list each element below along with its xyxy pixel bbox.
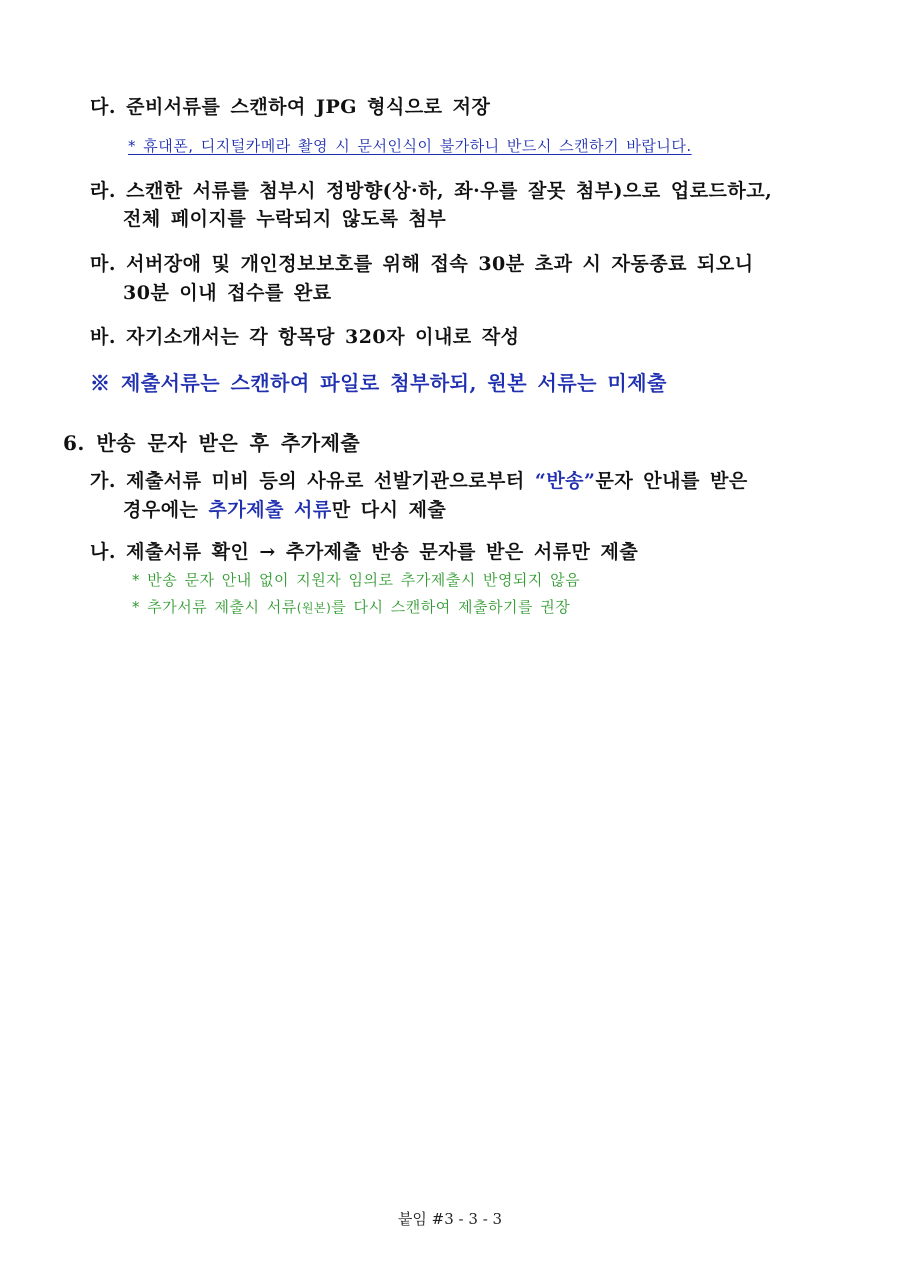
item-ra-line1: 라. 스캔한 서류를 첨부시 정방향(상·하, 좌·우를 잘못 첨부)으로 업로드하고, <box>90 180 773 202</box>
item-ga-line1 <box>90 466 748 493</box>
item-da-note: * 휴대폰, 디지털카메라 촬영 시 문서인식이 불가하니 반드시 스캔하기 바랍니다. <box>128 137 692 155</box>
item-ga-line2 <box>123 495 446 522</box>
item-ga-line2-tail: 만 다시 제출 <box>331 499 447 521</box>
item-ga-line2-text: 경우에는 <box>123 499 209 521</box>
item-na-note2-tail: 를 다시 스캔하여 제출하기를 권장 <box>331 598 571 616</box>
item-ma-line1: 마. 서버장애 및 개인정보보호를 위해 접속 30분 초과 시 자동종료 되오니 <box>90 253 754 275</box>
item-na: 나. 제출서류 확인 → 추가제출 반송 문자를 받은 서류만 제출 <box>90 541 639 563</box>
item-ra-line2: 전체 페이지를 누락되지 않도록 첨부 <box>123 208 447 230</box>
item-ba: 바. 자기소개서는 각 항목당 320자 이내로 작성 <box>90 326 520 348</box>
submission-notice: ※ 제출서류는 스캔하여 파일로 첨부하되, 원본 서류는 미제출 <box>90 371 667 395</box>
item-na-note1: * 반송 문자 안내 없이 지원자 임의로 추가제출시 반영되지 않음 <box>132 571 581 589</box>
item-ga-line1-tail: 문자 안내를 받은 <box>595 470 748 492</box>
return-keyword: “반송” <box>534 470 596 492</box>
item-ga-line1-text: 가. 제출서류 미비 등의 사유로 선발기관으로부터 <box>90 470 535 492</box>
section-6-heading: 6. 반송 문자 받은 후 추가제출 <box>63 431 361 455</box>
item-ma-line2: 30분 이내 접수를 완료 <box>123 282 332 304</box>
item-da: 다. 준비서류를 스캔하여 JPG 형식으로 저장 <box>90 96 491 118</box>
additional-docs-keyword: 추가제출 서류 <box>208 499 332 521</box>
page-footer: 붙임 #3 - 3 - 3 <box>397 1210 503 1228</box>
item-na-note2-text: * 추가서류 제출시 서류 <box>132 598 297 616</box>
original-label: (원본) <box>296 601 332 615</box>
item-na-note2 <box>132 596 570 617</box>
